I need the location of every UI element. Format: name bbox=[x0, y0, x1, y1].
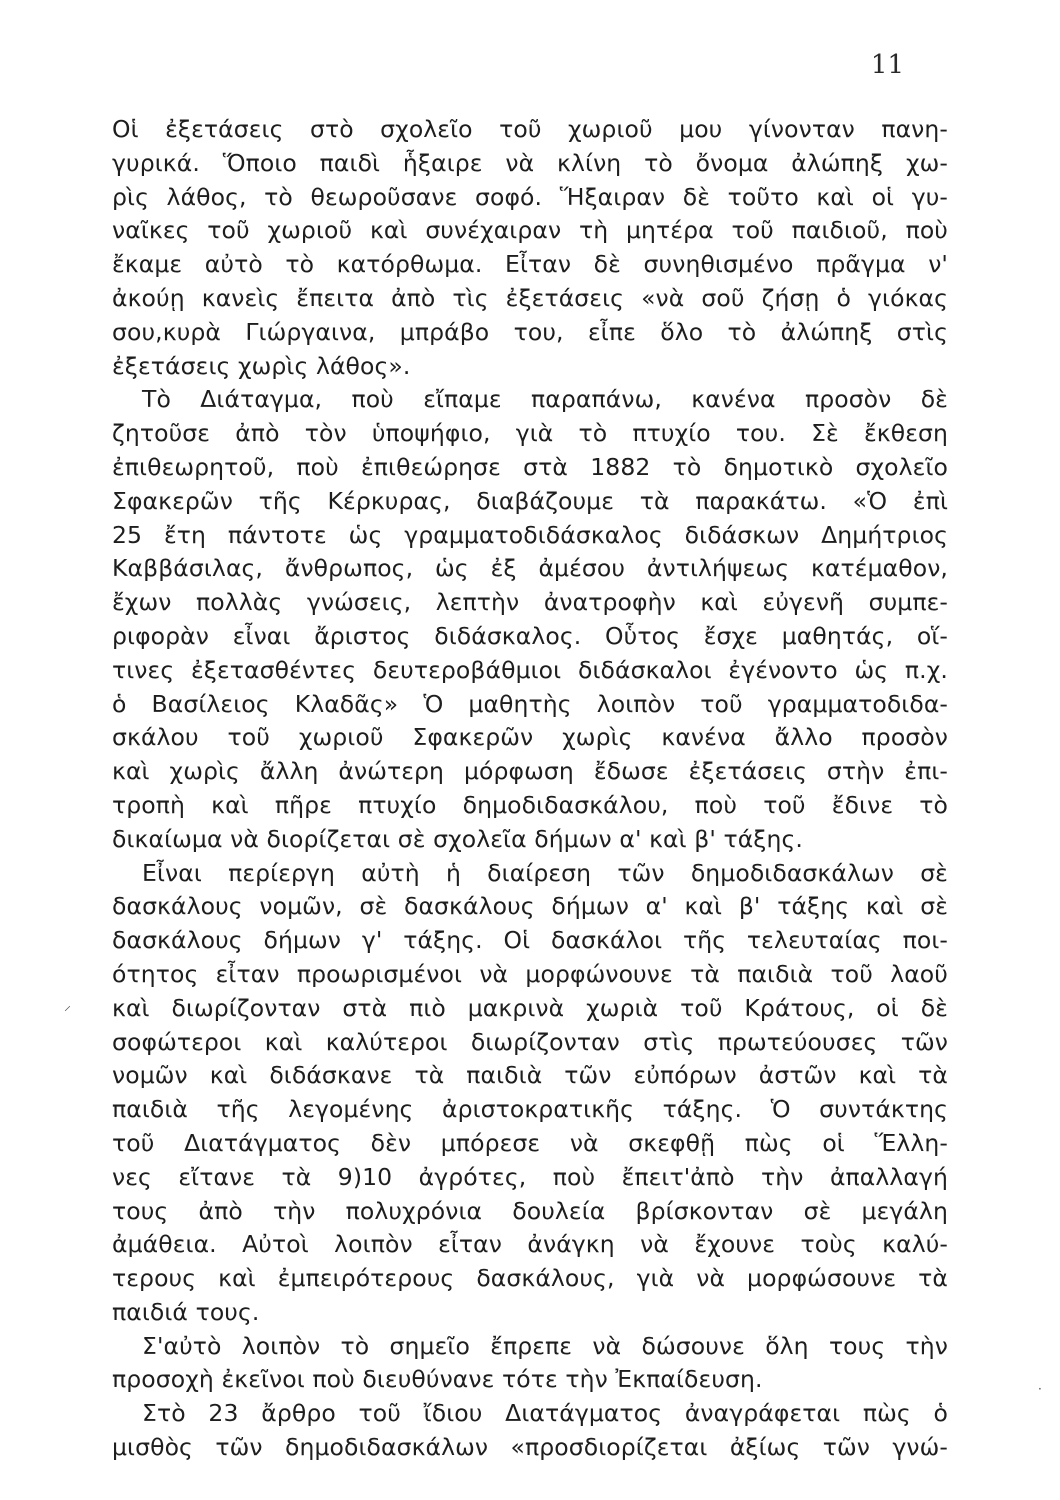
text-line: παιδιά τους. bbox=[112, 1297, 260, 1326]
text-line: σκάλου τοῦ χωριοῦ Σφακερῶν χωρὶς κανένα ἄλλο προσὸν bbox=[112, 723, 948, 752]
text-line: Εἶναι περίεργη αὐτὴ ἡ διαίρεση τῶν δημοδιδασκάλων σὲ bbox=[142, 858, 948, 887]
text-line: δασκάλους δήμων γ' τάξης. Οἱ δασκάλοι τῆς τελευταίας ποι- bbox=[112, 926, 948, 955]
text-line: ζητοῦσε ἀπὸ τὸν ὑποψήφιο, γιὰ τὸ πτυχίο του. Σὲ ἔκθεση bbox=[112, 419, 948, 448]
body-text bbox=[112, 113, 948, 1465]
text-line: Οἱ ἐξετάσεις στὸ σχολεῖο τοῦ χωριοῦ μου γίνονταν πανη- bbox=[112, 115, 948, 143]
text-line: ριφορὰν εἶναι ἄριστος διδάσκαλος. Οὗτος ἔσχε μαθητάς, οἵ- bbox=[112, 621, 948, 650]
text-line: τερους καὶ ἐμπειρότερους δασκάλους, γιὰ νὰ μορφώσουνε τὰ bbox=[112, 1264, 948, 1293]
text-line: τροπὴ καὶ πῆρε πτυχίο δημοδιδασκάλου, ποὺ τοῦ ἔδινε τὸ bbox=[112, 790, 948, 819]
text-line: τινες ἐξετασθέντες δευτεροβάθμιοι διδάσκαλοι ἐγένοντο ὡς π.χ. bbox=[112, 655, 948, 684]
text-line: νομῶν καὶ διδάσκανε τὰ παιδιὰ τῶν εὐπόρων ἀστῶν καὶ τὰ bbox=[112, 1061, 948, 1090]
text-line: Τὸ Διάταγμα, ποὺ εἴπαμε παραπάνω, κανένα προσὸν δὲ bbox=[142, 385, 948, 414]
text-line: ἀκούῃ κανεὶς ἔπειτα ἀπὸ τὶς ἐξετάσεις «νὰ σοῦ ζήσῃ ὁ γιόκας bbox=[112, 283, 948, 312]
text-line: καὶ διωρίζονταν στὰ πιὸ μακρινὰ χωριὰ τοῦ Κράτους, οἱ δὲ bbox=[112, 993, 948, 1022]
text-line: Σφακερῶν τῆς Κέρκυρας, διαβάζουμε τὰ παρακάτω. «Ὁ ἐπὶ bbox=[112, 486, 948, 515]
text-line: μισθὸς τῶν δημοδιδασκάλων «προσδιορίζεται ἀξίως τῶν γνώ- bbox=[112, 1433, 948, 1462]
text-line: τους ἀπὸ τὴν πολυχρόνια δουλεία βρίσκονταν σὲ μεγάλη bbox=[112, 1196, 948, 1225]
page-number: 11 bbox=[870, 50, 904, 80]
text-line: Καββάσιλας, ἄνθρωπος, ὡς ἐξ ἀμέσου ἀντιλήψεως κατέμαθον, bbox=[112, 554, 948, 583]
text-line: προσοχὴ ἐκεῖνοι ποὺ διευθύνανε τότε τὴν Ἐκπαίδευση. bbox=[112, 1365, 763, 1394]
text-line: 25 ἔτη πάντοτε ὡς γραμματοδιδάσκαλος διδάσκων Δημήτριος bbox=[112, 520, 948, 549]
text-line: ἀμάθεια. Αὐτοὶ λοιπὸν εἶταν ἀνάγκη νὰ ἔχουνε τοὺς καλύ- bbox=[112, 1230, 948, 1259]
text-line: γυρικά. Ὅποιο παιδὶ ἧξαιρε νὰ κλίνη τὸ ὄνομα ἀλώπηξ χω- bbox=[112, 148, 948, 177]
text-line: παιδιὰ τῆς λεγομένης ἀριστοκρατικῆς τάξης. Ὁ συντάκτης bbox=[112, 1095, 948, 1124]
text-line: ὁ Βασίλειος Κλαδᾶς» Ὁ μαθητὴς λοιπὸν τοῦ γραμματοδιδα- bbox=[112, 689, 948, 718]
text-line: Σ'αὐτὸ λοιπὸν τὸ σημεῖο ἔπρεπε νὰ δώσουνε ὅλη τους τὴν bbox=[142, 1331, 948, 1360]
text-line: καὶ χωρὶς ἄλλη ἀνώτερη μόρφωση ἔδωσε ἐξετάσεις στὴν ἐπι- bbox=[112, 757, 948, 786]
text-line: Στὸ 23 ἄρθρο τοῦ ἴδιου Διατάγματος ἀναγράφεται πὼς ὁ bbox=[142, 1399, 948, 1428]
text-line: ότητος εἶταν προωρισμένοι νὰ μορφώνουνε τὰ παιδιὰ τοῦ λαοῦ bbox=[112, 959, 948, 988]
text-line: ναῖκες τοῦ χωριοῦ καὶ συνέχαιραν τὴ μητέρα τοῦ παιδιοῦ, ποὺ bbox=[112, 216, 948, 245]
text-line: ἔκαμε αὐτὸ τὸ κατόρθωμα. Εἶταν δὲ συνηθισμένο πρᾶγμα ν' bbox=[112, 250, 948, 279]
text-line: δασκάλους νομῶν, σὲ δασκάλους δήμων α' καὶ β' τάξης καὶ σὲ bbox=[112, 892, 948, 921]
text-line: σου,κυρὰ Γιώργαινα, μπράβο του, εἶπε ὅλο τὸ ἀλώπηξ στὶς bbox=[112, 317, 948, 346]
text-line: δικαίωμα νὰ διορίζεται σὲ σχολεῖα δήμων α' καὶ β' τάξης. bbox=[112, 824, 803, 853]
text-line: ἔχων πολλὰς γνώσεις, λεπτὴν ἀνατροφὴν καὶ εὐγενῆ συμπε- bbox=[112, 588, 948, 617]
text-line: νες εἴτανε τὰ 9)10 ἀγρότες, ποὺ ἔπειτ'ἀπὸ τὴν ἀπαλλαγή bbox=[112, 1162, 948, 1191]
text-line: ρὶς λάθος, τὸ θεωροῦσανε σοφό. Ἥξαιραν δὲ τοῦτο καὶ οἱ γυ- bbox=[112, 182, 948, 211]
text-line: σοφώτεροι καὶ καλύτεροι διωρίζονταν στὶς πρωτεύουσες τῶν bbox=[112, 1027, 948, 1056]
edge-speck-mark: · bbox=[1038, 1382, 1042, 1396]
text-line: ἐξετάσεις χωρὶς λάθος». bbox=[112, 351, 411, 380]
text-line: τοῦ Διατάγματος δὲν μπόρεσε νὰ σκεφθῇ πὼς οἱ Ἕλλη- bbox=[112, 1128, 948, 1157]
margin-tick-mark: ⸝ bbox=[64, 998, 71, 1014]
text-line: ἐπιθεωρητοῦ, ποὺ ἐπιθεώρησε στὰ 1882 τὸ δημοτικὸ σχολεῖο bbox=[112, 452, 948, 481]
